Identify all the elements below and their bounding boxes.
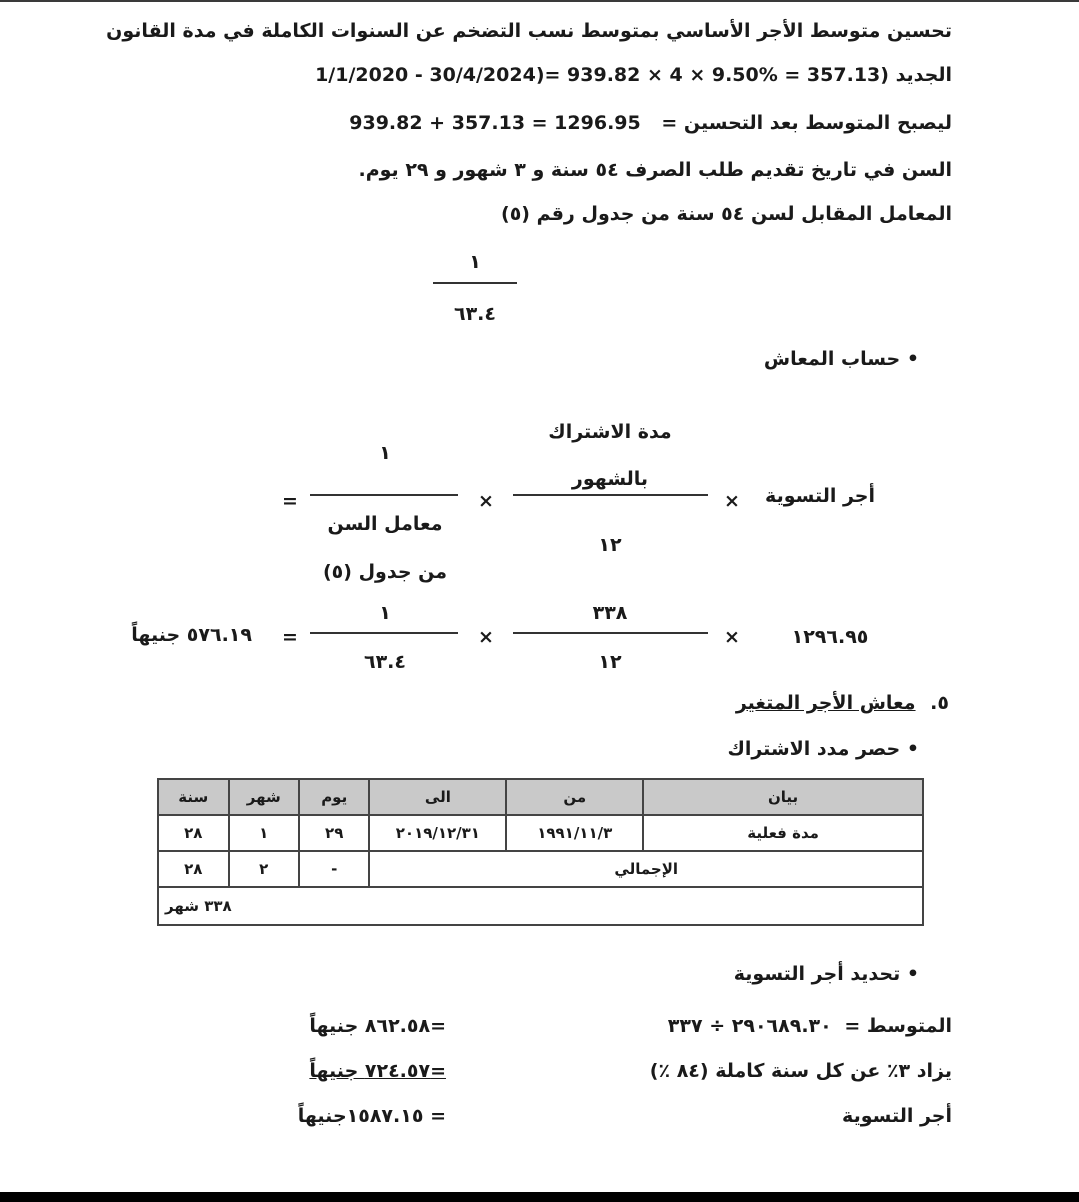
cell-from: ١٩٩١/١١/٣ bbox=[506, 815, 643, 851]
wage-label: أجر التسوية bbox=[842, 1105, 952, 1127]
formula-coef-line bbox=[310, 494, 458, 496]
formula-coef-den-1: معامل السن bbox=[327, 513, 443, 535]
variable-heading-text: معاش الأجر المتغير bbox=[735, 692, 916, 714]
th-day: يوم bbox=[299, 779, 369, 815]
avg-value: =٨٦٢.٥٨ جنيهاً bbox=[309, 1015, 446, 1037]
cell-total-month: ٢ bbox=[229, 851, 299, 887]
increase-value: =٧٢٤.٥٧ جنيهاً bbox=[309, 1060, 446, 1082]
calc-wage: ١٢٩٦.٩٥ bbox=[791, 626, 869, 648]
cell-total-day: - bbox=[299, 851, 369, 887]
variable-heading-num: ٥. bbox=[930, 692, 949, 714]
top-border bbox=[0, 0, 1079, 2]
intro-line-2 bbox=[315, 66, 952, 85]
calc-coef-den: ٦٣.٤ bbox=[363, 651, 406, 673]
formula-months-line bbox=[513, 494, 708, 496]
avg-line bbox=[668, 1017, 952, 1036]
calc-months: ٣٣٨ bbox=[592, 602, 628, 624]
times-3: × bbox=[724, 626, 740, 648]
cell-month: ١ bbox=[229, 815, 299, 851]
wage-bullet: • تحديد أجر التسوية bbox=[733, 963, 919, 985]
formula-months-num-2: بالشهور bbox=[571, 468, 649, 490]
formula-months-den: ١٢ bbox=[598, 534, 622, 556]
times-2: × bbox=[478, 490, 494, 512]
th-to: الى bbox=[369, 779, 506, 815]
intro-line-3-value: 939.82 + 357.13 = 1296.95 bbox=[349, 112, 641, 134]
increase-label: يزاد ٣٪ عن كل سنة كاملة (٨٤ ٪) bbox=[649, 1060, 952, 1082]
calc-result: ٥٧٦.١٩ جنيهاً bbox=[131, 624, 252, 646]
variable-heading bbox=[736, 694, 949, 713]
th-statement: بيان bbox=[643, 779, 923, 815]
avg-formula: ٢٩٠٦٨٩.٣٠ ÷ ٣٣٧ bbox=[667, 1015, 832, 1037]
equals-1: = bbox=[282, 490, 298, 512]
avg-label: المتوسط = bbox=[844, 1015, 952, 1037]
calc-coef-line bbox=[310, 632, 458, 634]
th-from: من bbox=[506, 779, 643, 815]
intro-line-1: تحسين متوسط الأجر الأساسي بمتوسط نسب التضخم عن السنوات الكاملة في مدة القانون bbox=[106, 20, 952, 42]
cell-to: ٢٠١٩/١٢/٣١ bbox=[369, 815, 506, 851]
subscription-periods-table bbox=[157, 778, 924, 926]
intro-line-3 bbox=[349, 114, 952, 133]
equals-2: = bbox=[282, 626, 298, 648]
intro-line-5: المعامل المقابل لسن ٥٤ سنة من جدول رقم (٥) bbox=[501, 203, 952, 225]
cell-total-months bbox=[158, 887, 923, 925]
intro-line-4: السن في تاريخ تقديم طلب الصرف ٥٤ سنة و ٣ شهور و ٢٩ يوم. bbox=[358, 159, 952, 181]
coef-denominator: ٦٣.٤ bbox=[453, 303, 496, 325]
coef-fraction-line bbox=[433, 282, 517, 284]
calc-months-line bbox=[513, 632, 708, 634]
coef-numerator: ١ bbox=[469, 251, 481, 273]
cell-day: ٢٩ bbox=[299, 815, 369, 851]
pension-bullet: • حساب المعاش bbox=[763, 348, 919, 370]
table-total-row bbox=[158, 851, 923, 887]
total-months-value: ٣٣٨ شهر bbox=[165, 897, 232, 915]
formula-coef-den-2: من جدول (٥) bbox=[322, 561, 448, 583]
table-row bbox=[158, 815, 923, 851]
formula-months-num-1: مدة الاشتراك bbox=[548, 421, 672, 443]
intro-line-2-formula: 1/1/2020 - 30/4/2024)= 939.82 × 4 × 9.50% = 357.13 bbox=[315, 64, 881, 86]
times-4: × bbox=[478, 626, 494, 648]
th-year: سنة bbox=[158, 779, 229, 815]
table-total-months-row bbox=[158, 887, 923, 925]
table-header-row bbox=[158, 779, 923, 815]
intro-line-2-label: الجديد ( bbox=[880, 64, 952, 86]
formula-coef-num: ١ bbox=[379, 442, 391, 464]
cell-total-label: الإجمالي bbox=[369, 851, 923, 887]
wage-value: = ١٥٨٧.١٥جنيهاً bbox=[297, 1105, 446, 1127]
intro-line-3-label: ليصبح المتوسط بعد التحسين = bbox=[661, 112, 952, 134]
cell-year: ٢٨ bbox=[158, 815, 229, 851]
formula-wage-label: أجر التسوية bbox=[765, 485, 875, 507]
bottom-border bbox=[0, 1192, 1079, 1202]
periods-bullet: • حصر مدد الاشتراك bbox=[727, 738, 919, 760]
cell-total-year: ٢٨ bbox=[158, 851, 229, 887]
times-1: × bbox=[724, 490, 740, 512]
th-month: شهر bbox=[229, 779, 299, 815]
cell-statement: مدة فعلية bbox=[643, 815, 923, 851]
calc-coef-num: ١ bbox=[379, 602, 391, 624]
calc-months-den: ١٢ bbox=[598, 651, 622, 673]
